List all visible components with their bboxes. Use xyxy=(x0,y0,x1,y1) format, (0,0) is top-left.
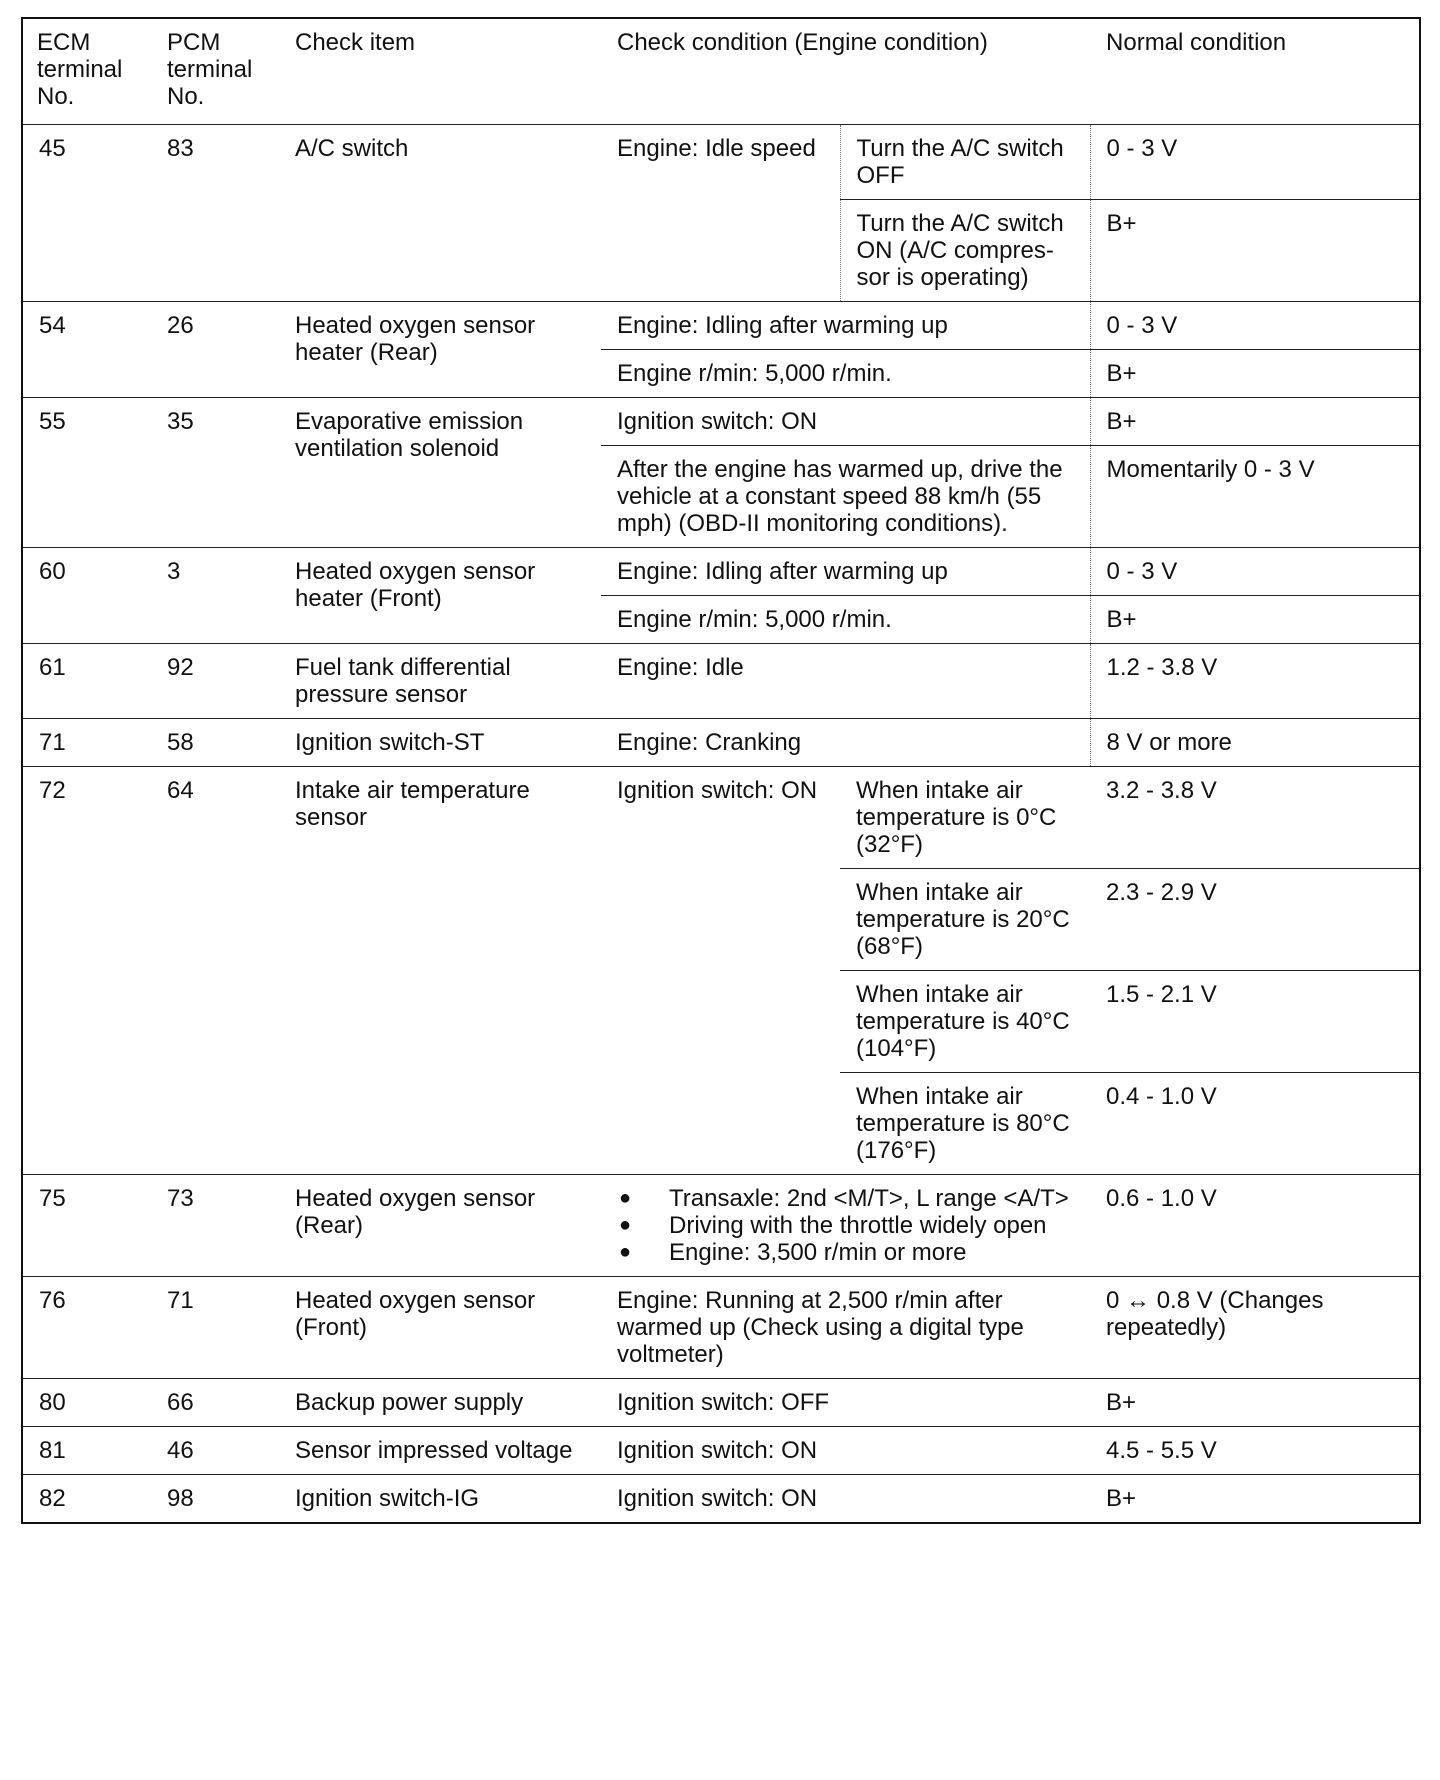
normal-condition: 0 - 3 V xyxy=(1090,302,1420,350)
check-item: Backup power supply xyxy=(279,1379,601,1427)
check-item: Heated oxygen sensor (Front) xyxy=(279,1277,601,1379)
check-condition: Ignition switch: OFF xyxy=(601,1379,1090,1427)
ecm-terminal: 72 xyxy=(22,767,151,1175)
check-item: Heated oxygen sensor heater (Rear) xyxy=(279,302,601,398)
normal-condition: B+ xyxy=(1090,398,1420,446)
check-condition: Engine: Idle xyxy=(601,644,1090,719)
pcm-terminal: 66 xyxy=(151,1379,279,1427)
table-row xyxy=(22,1175,1420,1277)
pcm-terminal: 46 xyxy=(151,1427,279,1475)
normal-condition: Momentarily 0 - 3 V xyxy=(1090,446,1420,548)
check-condition: When intake air temperature is 0°C (32°F) xyxy=(840,767,1090,869)
check-item: Intake air temperature sensor xyxy=(279,767,601,1175)
ecm-terminal: 71 xyxy=(22,719,151,767)
check-item: A/C switch xyxy=(279,125,601,302)
normal-condition: B+ xyxy=(1090,596,1420,644)
ecm-terminal: 60 xyxy=(22,548,151,644)
table-row xyxy=(22,644,1420,719)
table-row xyxy=(22,1379,1420,1427)
ecm-terminal: 61 xyxy=(22,644,151,719)
header-item: Check item xyxy=(295,29,416,56)
normal-condition: 0.6 - 1.0 V xyxy=(1090,1175,1420,1277)
pcm-terminal: 64 xyxy=(151,767,279,1175)
check-condition: Engine: Cranking xyxy=(601,719,1090,767)
header-row xyxy=(22,18,1420,125)
terminal-check-table-sheet xyxy=(21,17,1419,1524)
check-condition: When intake air temperature is 40°C (104°F) xyxy=(840,971,1090,1073)
check-condition: After the engine has warmed up, drive the vehicle at a constant speed 88 km/h (55 mph) (OBD-II monitoring conditions). xyxy=(601,446,1090,548)
check-condition: Engine r/min: 5,000 r/min. xyxy=(601,596,1090,644)
normal-condition: 4.5 - 5.5 V xyxy=(1090,1427,1420,1475)
table-row xyxy=(22,1475,1420,1524)
check-item: Evaporative emission ventilation solenoid xyxy=(279,398,601,548)
list-item: ● Driving with the throttle widely open xyxy=(617,1212,1080,1239)
check-item: Ignition switch-IG xyxy=(279,1475,601,1524)
normal-condition: 8 V or more xyxy=(1090,719,1420,767)
condition-bullet-list xyxy=(617,1185,1080,1266)
pcm-terminal: 98 xyxy=(151,1475,279,1524)
check-condition-main: Engine: Idle speed xyxy=(601,125,840,302)
table-row xyxy=(22,302,1420,350)
header-ecm: ECM terminal No. xyxy=(37,29,123,110)
check-condition: Ignition switch: ON xyxy=(601,1475,1090,1524)
check-condition: Ignition switch: ON xyxy=(601,1427,1090,1475)
check-item: Sensor impressed voltage xyxy=(279,1427,601,1475)
ecm-terminal: 80 xyxy=(22,1379,151,1427)
pcm-terminal: 71 xyxy=(151,1277,279,1379)
check-condition: Engine r/min: 5,000 r/min. xyxy=(601,350,1090,398)
check-item: Fuel tank differential pressure sensor xyxy=(279,644,601,719)
check-condition: When intake air temperature is 20°C (68°F) xyxy=(840,869,1090,971)
terminal-check-table xyxy=(21,17,1421,1524)
normal-condition: 3.2 - 3.8 V xyxy=(1090,767,1420,869)
pcm-terminal: 35 xyxy=(151,398,279,548)
ecm-terminal: 82 xyxy=(22,1475,151,1524)
normal-condition: 2.3 - 2.9 V xyxy=(1090,869,1420,971)
header-condition: Check condition (Engine condition) xyxy=(617,29,988,56)
ecm-terminal: 75 xyxy=(22,1175,151,1277)
pcm-terminal: 73 xyxy=(151,1175,279,1277)
table-row xyxy=(22,767,1420,869)
pcm-terminal: 3 xyxy=(151,548,279,644)
ecm-terminal: 45 xyxy=(22,125,151,302)
pcm-terminal: 83 xyxy=(151,125,279,302)
check-item: Heated oxygen sensor heater (Front) xyxy=(279,548,601,644)
check-condition: Turn the A/C switch ON (A/C compres-sor is operating) xyxy=(840,200,1090,302)
list-item: ● Engine: 3,500 r/min or more xyxy=(617,1239,1080,1266)
normal-condition: B+ xyxy=(1090,350,1420,398)
normal-condition: B+ xyxy=(1090,1475,1420,1524)
normal-condition: 1.2 - 3.8 V xyxy=(1090,644,1420,719)
normal-condition: 0.4 - 1.0 V xyxy=(1090,1073,1420,1175)
normal-condition: 0 ↔ 0.8 V (Changes repeatedly) xyxy=(1090,1277,1420,1379)
check-item: Heated oxygen sensor (Rear) xyxy=(279,1175,601,1277)
pcm-terminal: 26 xyxy=(151,302,279,398)
check-condition xyxy=(601,1175,1090,1277)
table-row xyxy=(22,719,1420,767)
normal-condition: 1.5 - 2.1 V xyxy=(1090,971,1420,1073)
normal-condition: 0 - 3 V xyxy=(1090,125,1420,200)
ecm-terminal: 76 xyxy=(22,1277,151,1379)
normal-condition: B+ xyxy=(1090,200,1420,302)
list-item: ● Transaxle: 2nd <M/T>, L range <A/T> xyxy=(617,1185,1080,1212)
check-condition: Engine: Idling after warming up xyxy=(601,302,1090,350)
table-row xyxy=(22,398,1420,446)
check-condition: Engine: Running at 2,500 r/min after warmed up (Check using a digital type voltmeter) xyxy=(601,1277,1090,1379)
table-row xyxy=(22,1427,1420,1475)
check-condition: When intake air temperature is 80°C (176°F) xyxy=(840,1073,1090,1175)
table-row xyxy=(22,125,1420,200)
header-normal: Normal condition xyxy=(1106,29,1287,56)
ecm-terminal: 55 xyxy=(22,398,151,548)
check-item: Ignition switch-ST xyxy=(279,719,601,767)
check-condition: Engine: Idling after warming up xyxy=(601,548,1090,596)
check-condition: Ignition switch: ON xyxy=(601,398,1090,446)
pcm-terminal: 92 xyxy=(151,644,279,719)
table-row xyxy=(22,548,1420,596)
header-pcm: PCM terminal No. xyxy=(167,29,253,110)
ecm-terminal: 54 xyxy=(22,302,151,398)
ecm-terminal: 81 xyxy=(22,1427,151,1475)
check-condition-main: Ignition switch: ON xyxy=(601,767,840,1175)
check-condition: Turn the A/C switch OFF xyxy=(840,125,1090,200)
table-row xyxy=(22,1277,1420,1379)
normal-condition: 0 - 3 V xyxy=(1090,548,1420,596)
normal-condition: B+ xyxy=(1090,1379,1420,1427)
pcm-terminal: 58 xyxy=(151,719,279,767)
